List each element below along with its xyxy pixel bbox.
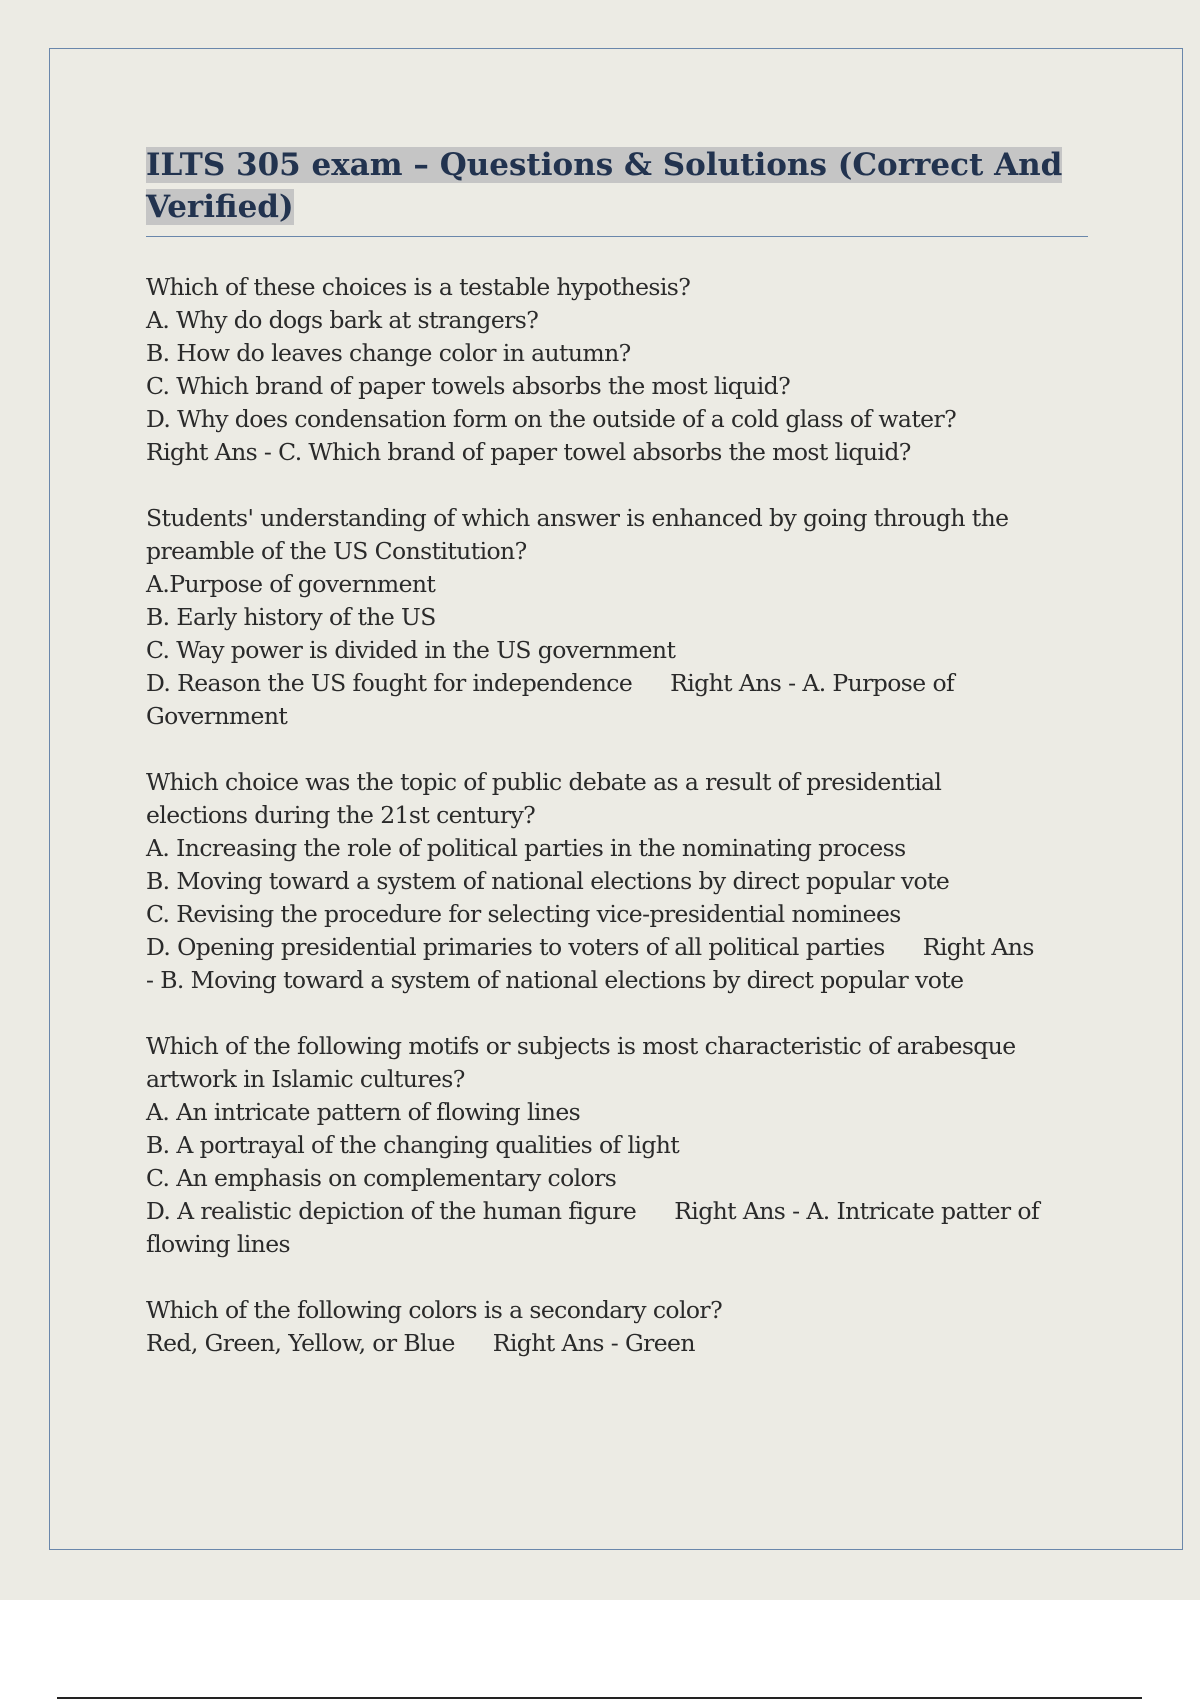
option-b: B. Moving toward a system of national elections by direct popular vote <box>146 867 950 895</box>
option-b: B. A portrayal of the changing qualities of light <box>146 1131 680 1159</box>
answer-start: Right Ans <box>922 933 1034 961</box>
option-d-line <box>146 667 1088 700</box>
answer-start: Right Ans - A. Purpose of <box>670 669 955 697</box>
answer-start: Right Ans - Green <box>492 1329 695 1357</box>
question-block-4 <box>146 1030 1088 1261</box>
document-title-text: ILTS 305 exam – Questions & Solutions (Correct And Verified) <box>146 147 1063 225</box>
option-b: B. How do leaves change color in autumn? <box>146 339 631 367</box>
answer-end: - B. Moving toward a system of national elections by direct popular vote <box>146 966 964 994</box>
answer-start: Right Ans - A. Intricate patter of <box>674 1197 1040 1225</box>
title-block <box>146 144 1088 237</box>
option-c: C. Way power is divided in the US government <box>146 636 676 664</box>
option-d: D. Why does condensation form on the outside of a cold glass of water? <box>146 405 957 433</box>
question-text-continued: preamble of the US Constitution? <box>146 537 527 565</box>
question-text: Students' understanding of which answer is enhanced by going through the <box>146 504 1009 532</box>
option-d: D. Opening presidential primaries to voters of all political parties <box>146 933 885 961</box>
option-d: D. Reason the US fought for independence <box>146 669 633 697</box>
option-b: B. Early history of the US <box>146 603 436 631</box>
question-text: Which of the following motifs or subjects is most characteristic of arabesque <box>146 1032 1016 1060</box>
question-block-3 <box>146 766 1088 997</box>
question-text: Which choice was the topic of public debate as a result of presidential <box>146 768 942 796</box>
option-a: A. Increasing the role of political parties in the nominating process <box>146 834 906 862</box>
option-a: A.Purpose of government <box>146 570 436 598</box>
option-c: C. An emphasis on complementary colors <box>146 1164 617 1192</box>
question-text-continued: artwork in Islamic cultures? <box>146 1065 465 1093</box>
option-c: C. Which brand of paper towels absorbs the most liquid? <box>146 372 791 400</box>
question-text: Which of these choices is a testable hypothesis? <box>146 273 691 301</box>
question-block-1 <box>146 271 1088 469</box>
options-answer-line <box>146 1327 1088 1360</box>
option-c: C. Revising the procedure for selecting vice-presidential nominees <box>146 900 901 928</box>
question-block-5 <box>146 1294 1088 1360</box>
footer-rule <box>57 1697 1142 1699</box>
answer-line: Right Ans - C. Which brand of paper towel absorbs the most liquid? <box>146 438 911 466</box>
option-d: D. A realistic depiction of the human figure <box>146 1197 637 1225</box>
document-title <box>146 144 1088 228</box>
question-list <box>146 271 1088 1360</box>
option-a: A. An intricate pattern of flowing lines <box>146 1098 581 1126</box>
answer-end: Government <box>146 702 288 730</box>
option-a: A. Why do dogs bark at strangers? <box>146 306 539 334</box>
question-text: Which of the following colors is a secondary color? <box>146 1296 723 1324</box>
options: Red, Green, Yellow, or Blue <box>146 1329 455 1357</box>
question-block-2 <box>146 502 1088 733</box>
answer-end: flowing lines <box>146 1230 290 1258</box>
question-text-continued: elections during the 21st century? <box>146 801 536 829</box>
option-d-line <box>146 1195 1088 1228</box>
option-d-line <box>146 931 1088 964</box>
document-content <box>146 144 1088 1393</box>
